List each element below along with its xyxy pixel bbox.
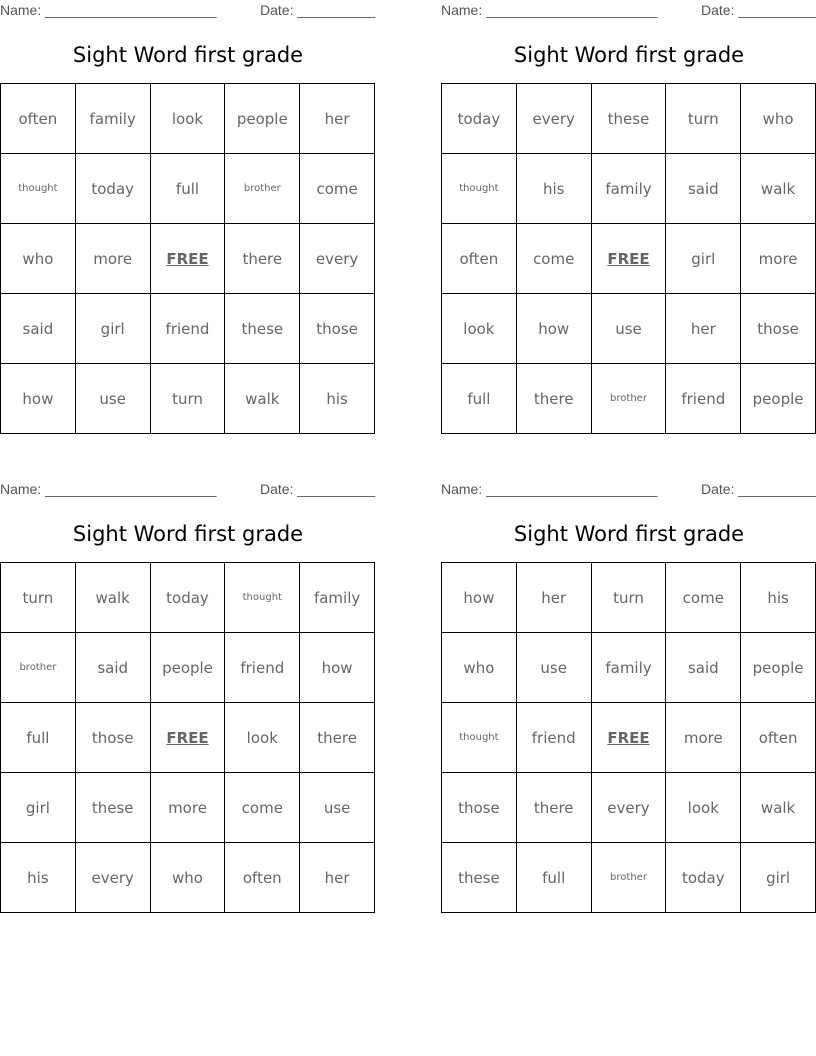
grid-cell: use <box>300 773 375 843</box>
grid-cell: her <box>300 843 375 913</box>
name-field-label: Name: ______________________ <box>441 481 658 497</box>
grid-cell: how <box>442 563 517 633</box>
grid-cell: brother <box>592 364 667 434</box>
card-header <box>441 479 816 501</box>
grid-cell: more <box>741 224 816 294</box>
grid-cell: look <box>442 294 517 364</box>
grid-cell: girl <box>666 224 741 294</box>
date-field-label: Date: __________ <box>260 2 376 18</box>
grid-cell: girl <box>76 294 151 364</box>
grid-cell: people <box>741 364 816 434</box>
grid-cell: his <box>741 563 816 633</box>
grid-cell: come <box>666 563 741 633</box>
grid-cell: friend <box>151 294 226 364</box>
date-field-label: Date: __________ <box>260 481 376 497</box>
grid-cell: turn <box>592 563 667 633</box>
card-title: Sight Word first grade <box>72 43 304 67</box>
grid-cell: friend <box>666 364 741 434</box>
name-field-label: Name: ______________________ <box>0 2 217 18</box>
grid-cell: today <box>151 563 226 633</box>
bingo-card <box>441 479 816 887</box>
bingo-grid <box>0 562 375 913</box>
grid-cell: every <box>300 224 375 294</box>
grid-cell: walk <box>741 154 816 224</box>
grid-cell: who <box>151 843 226 913</box>
grid-cell: these <box>592 84 667 154</box>
bingo-grid <box>441 562 816 913</box>
grid-cell: often <box>442 224 517 294</box>
grid-cell: friend <box>225 633 300 703</box>
bingo-grid <box>0 83 375 434</box>
grid-cell: today <box>666 843 741 913</box>
grid-cell: people <box>151 633 226 703</box>
grid-cell: his <box>300 364 375 434</box>
grid-cell: these <box>76 773 151 843</box>
grid-cell: how <box>1 364 76 434</box>
grid-cell: who <box>1 224 76 294</box>
grid-cell: brother <box>225 154 300 224</box>
grid-cell: those <box>300 294 375 364</box>
grid-cell: today <box>442 84 517 154</box>
grid-cell: his <box>1 843 76 913</box>
grid-cell: how <box>300 633 375 703</box>
grid-cell: said <box>1 294 76 364</box>
grid-cell: friend <box>517 703 592 773</box>
grid-cell: look <box>225 703 300 773</box>
grid-cell: full <box>1 703 76 773</box>
grid-cell: every <box>517 84 592 154</box>
grid-cell: there <box>300 703 375 773</box>
grid-cell: who <box>442 633 517 703</box>
grid-cell: brother <box>592 843 667 913</box>
grid-cell: said <box>666 633 741 703</box>
grid-cell: girl <box>1 773 76 843</box>
card-header <box>0 0 376 22</box>
grid-cell: people <box>741 633 816 703</box>
bingo-card <box>441 0 816 408</box>
grid-cell: use <box>76 364 151 434</box>
grid-cell: these <box>442 843 517 913</box>
date-field-label: Date: __________ <box>701 2 816 18</box>
grid-cell: walk <box>76 563 151 633</box>
grid-cell: every <box>76 843 151 913</box>
free-space: FREE <box>592 224 667 294</box>
grid-cell: use <box>517 633 592 703</box>
name-field-label: Name: ______________________ <box>0 481 217 497</box>
grid-cell: these <box>225 294 300 364</box>
grid-cell: often <box>225 843 300 913</box>
grid-cell: come <box>225 773 300 843</box>
grid-cell: people <box>225 84 300 154</box>
name-field-label: Name: ______________________ <box>441 2 658 18</box>
card-header <box>441 0 816 22</box>
free-space: FREE <box>592 703 667 773</box>
grid-cell: his <box>517 154 592 224</box>
grid-cell: walk <box>225 364 300 434</box>
card-title: Sight Word first grade <box>513 522 745 546</box>
grid-cell: more <box>151 773 226 843</box>
grid-cell: brother <box>1 633 76 703</box>
free-space: FREE <box>151 703 226 773</box>
grid-cell: those <box>741 294 816 364</box>
grid-cell: family <box>592 633 667 703</box>
grid-cell: family <box>592 154 667 224</box>
date-field-label: Date: __________ <box>701 481 816 497</box>
grid-cell: look <box>666 773 741 843</box>
grid-cell: use <box>592 294 667 364</box>
grid-cell: full <box>151 154 226 224</box>
grid-cell: full <box>442 364 517 434</box>
grid-cell: there <box>517 773 592 843</box>
grid-cell: thought <box>442 154 517 224</box>
grid-cell: who <box>741 84 816 154</box>
grid-cell: look <box>151 84 226 154</box>
grid-cell: her <box>666 294 741 364</box>
card-title: Sight Word first grade <box>513 43 745 67</box>
grid-cell: turn <box>666 84 741 154</box>
grid-cell: thought <box>1 154 76 224</box>
grid-cell: those <box>442 773 517 843</box>
card-title: Sight Word first grade <box>72 522 304 546</box>
grid-cell: her <box>300 84 375 154</box>
grid-cell: often <box>741 703 816 773</box>
grid-cell: more <box>666 703 741 773</box>
grid-cell: there <box>517 364 592 434</box>
grid-cell: every <box>592 773 667 843</box>
grid-cell: those <box>76 703 151 773</box>
grid-cell: often <box>1 84 76 154</box>
grid-cell: turn <box>151 364 226 434</box>
grid-cell: thought <box>225 563 300 633</box>
grid-cell: said <box>76 633 151 703</box>
grid-cell: girl <box>741 843 816 913</box>
grid-cell: her <box>517 563 592 633</box>
grid-cell: thought <box>442 703 517 773</box>
grid-cell: there <box>225 224 300 294</box>
grid-cell: family <box>300 563 375 633</box>
grid-cell: turn <box>1 563 76 633</box>
grid-cell: said <box>666 154 741 224</box>
grid-cell: walk <box>741 773 816 843</box>
grid-cell: come <box>517 224 592 294</box>
grid-cell: full <box>517 843 592 913</box>
grid-cell: today <box>76 154 151 224</box>
card-header <box>0 479 376 501</box>
bingo-grid <box>441 83 816 434</box>
bingo-card <box>0 479 376 887</box>
grid-cell: family <box>76 84 151 154</box>
grid-cell: more <box>76 224 151 294</box>
grid-cell: how <box>517 294 592 364</box>
free-space: FREE <box>151 224 226 294</box>
grid-cell: come <box>300 154 375 224</box>
bingo-card <box>0 0 376 408</box>
